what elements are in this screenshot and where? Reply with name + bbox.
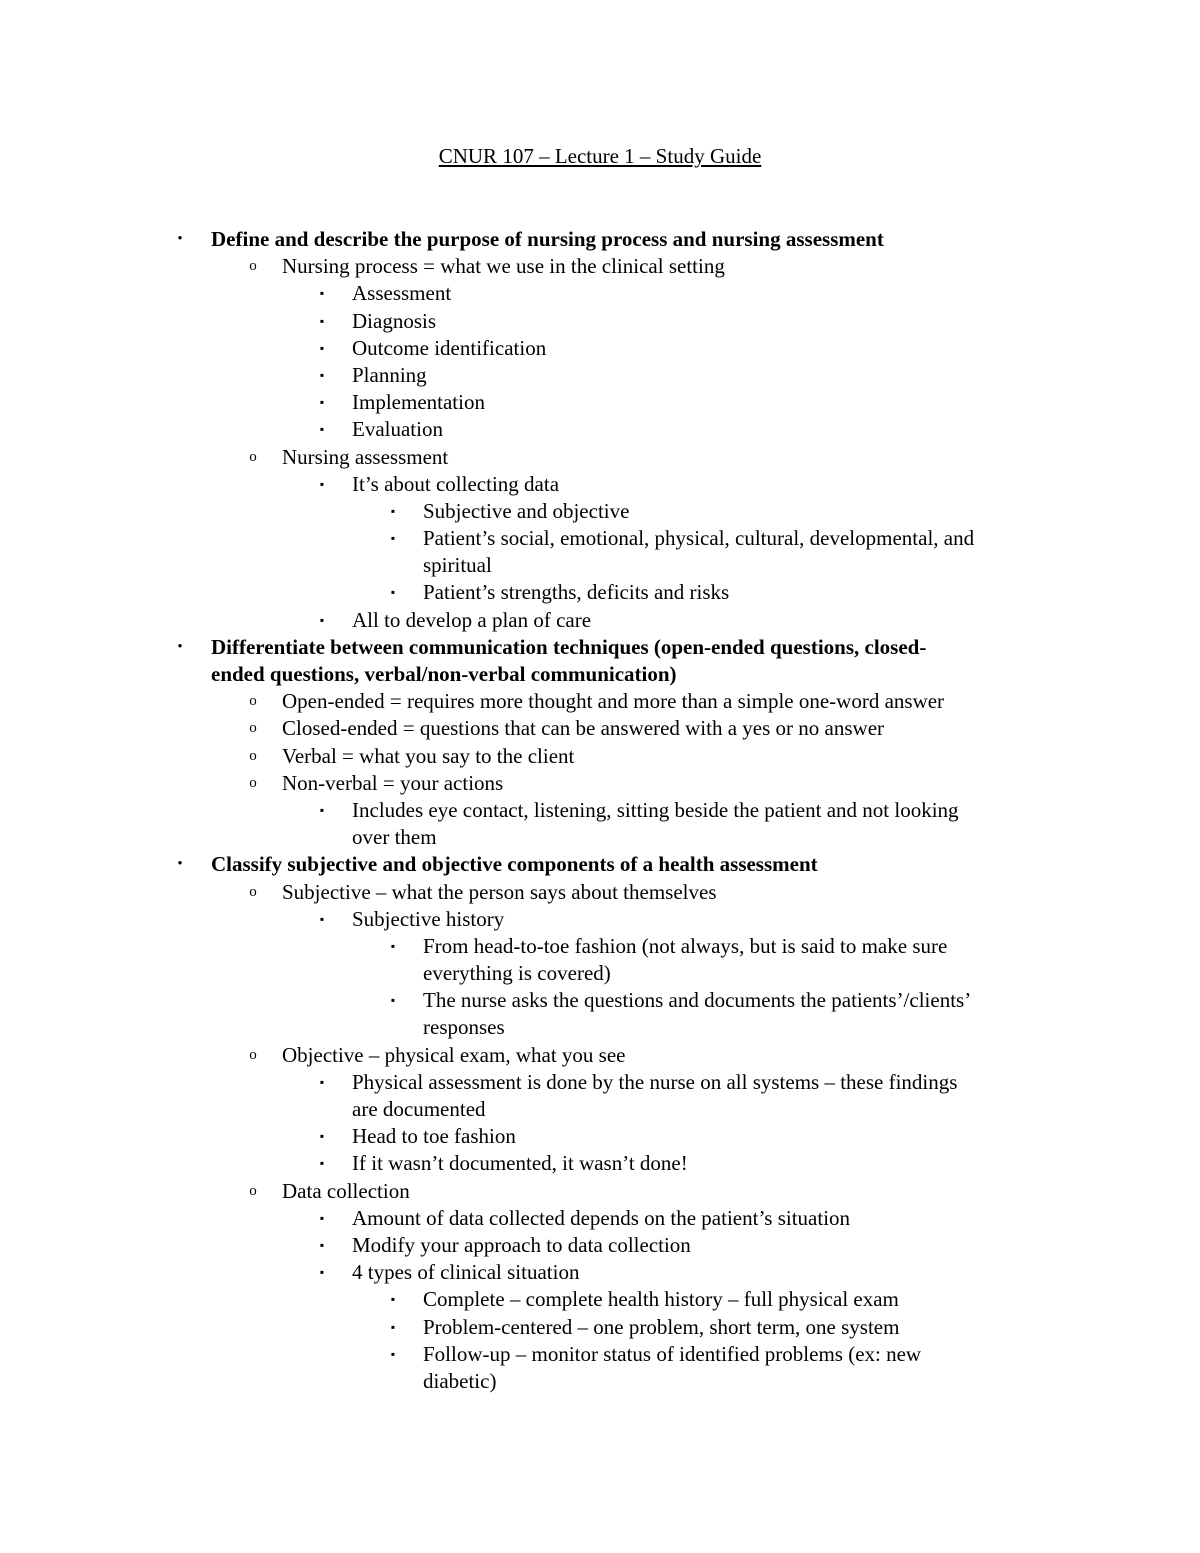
list-item-text: Open-ended = requires more thought and more than a simple one-word answer (282, 689, 945, 714)
bullet-marker: ▪ (319, 1074, 325, 1089)
list-item-text: Patient’s strengths, deficits and risks (423, 580, 730, 605)
bullet-marker: • (177, 231, 183, 247)
bullet-marker: ▪ (390, 938, 396, 953)
list-item (0, 1205, 1200, 1232)
bullet-marker: ▪ (390, 585, 396, 600)
outline-heading (0, 851, 1200, 878)
list-item (0, 933, 1200, 960)
bullet-marker: ▪ (319, 1265, 325, 1280)
bullet-marker: o (249, 774, 257, 791)
list-item (0, 824, 1200, 851)
list-item-text: Classify subjective and objective components of a health assessment (211, 852, 818, 877)
bullet-marker: ▪ (319, 367, 325, 382)
bullet-marker: ▪ (319, 395, 325, 410)
list-item-text: over them (352, 825, 437, 850)
list-item (0, 1150, 1200, 1177)
list-item (0, 1232, 1200, 1259)
bullet-marker: ▪ (319, 313, 325, 328)
list-item-text: Modify your approach to data collection (352, 1232, 691, 1257)
list-item (0, 1259, 1200, 1286)
list-item-text: everything is covered) (423, 961, 611, 986)
bullet-marker: ▪ (319, 286, 325, 301)
bullet-marker: o (249, 448, 257, 465)
bullet-marker: ▪ (390, 1292, 396, 1307)
list-item-text: Verbal = what you say to the client (282, 743, 575, 768)
list-item-text: The nurse asks the questions and documents the patients’/clients’ (423, 988, 972, 1013)
bullet-marker: ▪ (319, 340, 325, 355)
bullet-marker: ▪ (319, 1237, 325, 1252)
list-item-text: spiritual (423, 553, 492, 578)
list-item-text: It’s about collecting data (352, 471, 560, 496)
bullet-marker: ▪ (390, 993, 396, 1008)
list-item-text: Physical assessment is done by the nurse on all systems – these findings (352, 1069, 958, 1094)
list-item-text: Outcome identification (352, 335, 547, 360)
list-item (0, 253, 1200, 280)
list-item (0, 498, 1200, 525)
list-item-text: Amount of data collected depends on the patient’s situation (352, 1205, 851, 1230)
bullet-marker: o (249, 258, 257, 275)
list-item (0, 280, 1200, 307)
list-item (0, 471, 1200, 498)
list-item-text: From head-to-toe fashion (not always, but is said to make sure (423, 933, 948, 958)
bullet-marker: ▪ (319, 1210, 325, 1225)
list-item-text: Objective – physical exam, what you see (282, 1042, 626, 1067)
bullet-marker: ▪ (390, 503, 396, 518)
list-item-text: Diagnosis (352, 308, 436, 333)
list-item (0, 906, 1200, 933)
list-item-text: Subjective history (352, 906, 505, 931)
outline-heading (0, 661, 1200, 688)
list-item (0, 1123, 1200, 1150)
bullet-marker: o (249, 1182, 257, 1199)
list-item-text: responses (423, 1015, 505, 1040)
list-item-text: ended questions, verbal/non-verbal communication) (211, 662, 677, 686)
bullet-marker: ▪ (390, 1319, 396, 1334)
list-item (0, 416, 1200, 443)
list-item-text: Includes eye contact, listening, sitting beside the patient and not looking (352, 797, 959, 822)
list-item (0, 797, 1200, 824)
list-item-text: Assessment (352, 281, 452, 306)
bullet-marker: ▪ (319, 612, 325, 627)
list-item-text: Problem-centered – one problem, short term, one system (423, 1314, 900, 1339)
bullet-marker: o (249, 883, 257, 900)
list-item (0, 987, 1200, 1014)
list-item (0, 688, 1200, 715)
list-item-text: Follow-up – monitor status of identified problems (ex: new (423, 1341, 922, 1366)
list-item-text: Complete – complete health history – full physical exam (423, 1287, 899, 1312)
bullet-marker: ▪ (390, 531, 396, 546)
list-item (0, 715, 1200, 742)
list-item (0, 770, 1200, 797)
list-item-text: are documented (352, 1097, 486, 1121)
list-item (0, 607, 1200, 634)
list-item (0, 362, 1200, 389)
bullet-marker: o (249, 1046, 257, 1063)
list-item-text: Closed-ended = questions that can be answered with a yes or no answer (282, 716, 885, 741)
list-item-text: All to develop a plan of care (352, 607, 592, 632)
list-item (0, 1178, 1200, 1205)
list-item (0, 1314, 1200, 1341)
list-item-text: If it wasn’t documented, it wasn’t done! (352, 1151, 688, 1176)
list-item (0, 743, 1200, 770)
study-guide-outline (0, 226, 1200, 1395)
bullet-marker: ▪ (390, 1346, 396, 1361)
list-item-text: Nursing process = what we use in the clinical setting (282, 254, 725, 279)
bullet-marker: ▪ (319, 422, 325, 437)
list-item (0, 1341, 1200, 1368)
list-item (0, 960, 1200, 987)
list-item (0, 1069, 1200, 1096)
list-item (0, 879, 1200, 906)
bullet-marker: ▪ (319, 1156, 325, 1171)
page-title: CNUR 107 – Lecture 1 – Study Guide (438, 144, 762, 168)
list-item (0, 1042, 1200, 1069)
list-item-text: Non-verbal = your actions (282, 770, 504, 795)
list-item (0, 1368, 1200, 1395)
list-item (0, 1096, 1200, 1123)
list-item-text: Planning (352, 362, 427, 387)
bullet-marker: • (177, 856, 183, 873)
list-item (0, 1286, 1200, 1313)
outline-heading (0, 634, 1200, 661)
list-item-text: Subjective and objective (423, 498, 630, 523)
list-item-text: Implementation (352, 390, 485, 415)
bullet-marker: ▪ (319, 802, 325, 817)
list-item-text: Differentiate between communication techniques (open-ended questions, closed- (211, 634, 927, 659)
list-item-text: Patient’s social, emotional, physical, cultural, developmental, and (423, 526, 975, 551)
list-item-text: Subjective – what the person says about themselves (282, 879, 717, 904)
bullet-marker: o (249, 747, 257, 764)
outline-heading (0, 226, 1200, 253)
list-item-text: Data collection (282, 1178, 410, 1203)
bullet-marker: o (249, 693, 257, 710)
list-item (0, 525, 1200, 552)
list-item (0, 335, 1200, 362)
bullet-marker: ▪ (319, 1129, 325, 1144)
list-item (0, 308, 1200, 335)
list-item-text: Define and describe the purpose of nursing process and nursing assessment (211, 227, 884, 251)
list-item-text: 4 types of clinical situation (352, 1260, 580, 1285)
bullet-marker: • (177, 638, 183, 655)
list-item (0, 552, 1200, 579)
list-item (0, 579, 1200, 606)
list-item (0, 389, 1200, 416)
list-item (0, 444, 1200, 471)
bullet-marker: o (249, 720, 257, 737)
list-item-text: diabetic) (423, 1368, 497, 1393)
list-item (0, 1014, 1200, 1041)
bullet-marker: ▪ (319, 476, 325, 491)
list-item-text: Head to toe fashion (352, 1124, 516, 1149)
list-item-text: Nursing assessment (282, 444, 449, 469)
list-item-text: Evaluation (352, 417, 443, 442)
bullet-marker: ▪ (319, 911, 325, 926)
